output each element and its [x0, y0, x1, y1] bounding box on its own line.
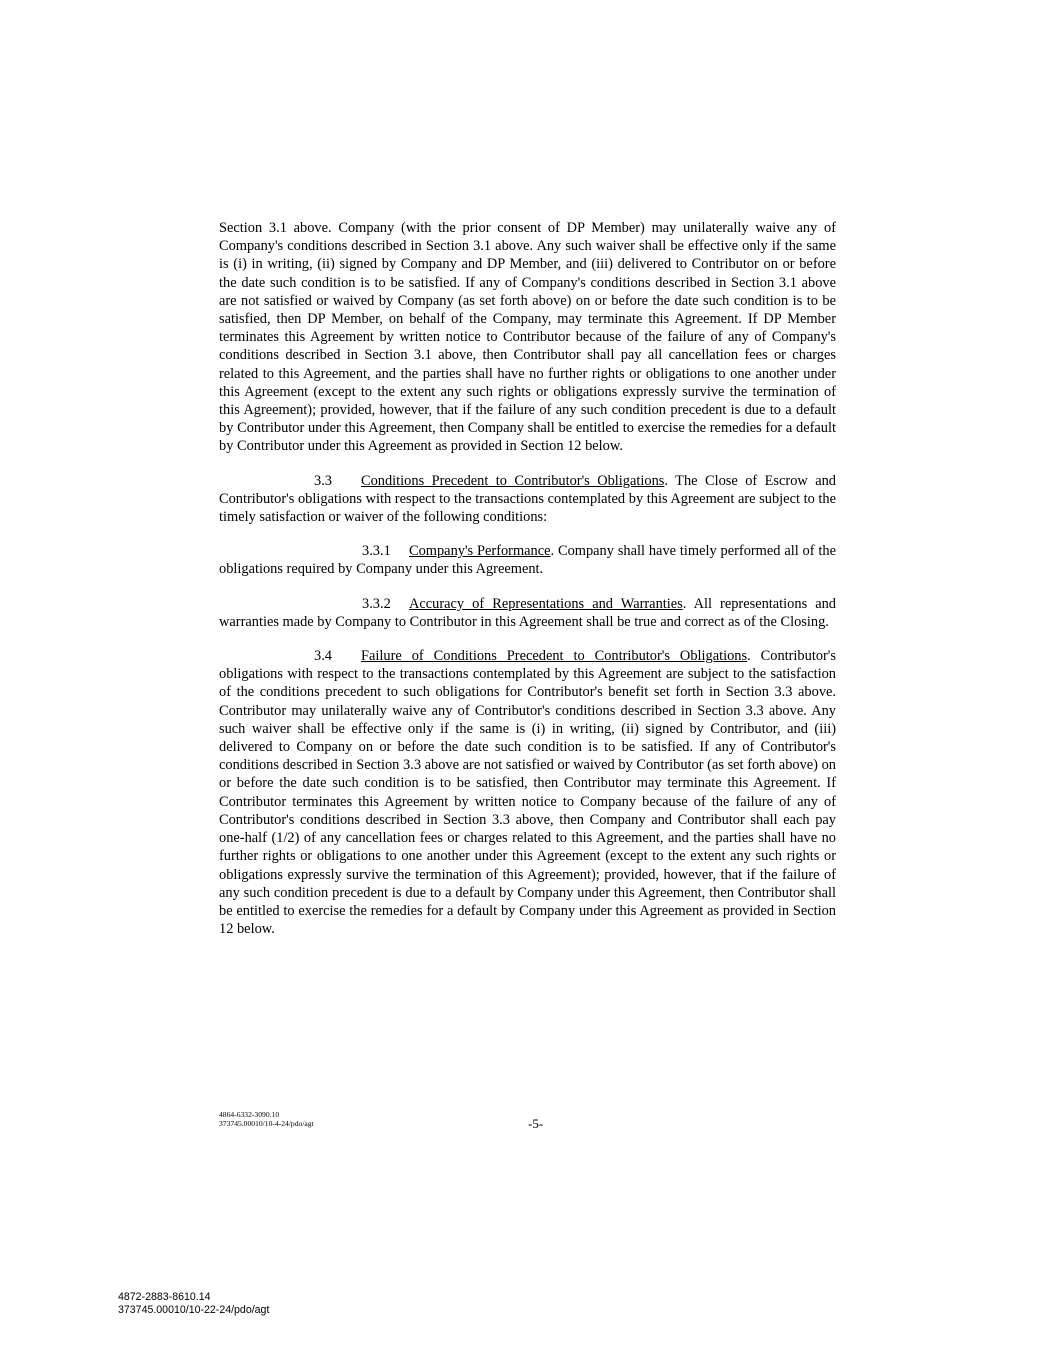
paragraph-section-3-3-1 [219, 542, 836, 578]
footer-doc-id: 4864-6332-3090.10 [219, 1110, 280, 1119]
footer-matter: 373745.00010/10-4-24/pdo/agt [219, 1119, 314, 1128]
section-heading: Conditions Precedent to Contributor's Obligations [361, 472, 665, 489]
section-heading: Failure of Conditions Precedent to Contributor's Obligations [361, 648, 748, 665]
paragraph-section-3-3 [219, 472, 836, 527]
section-text: . All representations and warranties made by Company to Contributor in this Agreement shall be true and correct as of the Closing. [219, 595, 837, 630]
document-stamp [118, 1291, 269, 1316]
stamp-doc-id: 4872-2883-8610.14 [118, 1291, 211, 1303]
section-heading: Company's Performance [409, 543, 551, 560]
section-heading: Accuracy of Representations and Warranties [409, 595, 683, 612]
section-number: 3.3 [314, 472, 332, 489]
paragraph-section-3-2-continued: Section 3.1 above. Company (with the prior consent of DP Member) may unilaterally waive any of Company's conditions described in Section 3.1 above. Any such waiver shall be effective only if the same is (i) in writing, (ii) signed by Company and DP Member, and (iii) delivered to Contributor on or before the date such condition is to be satisfied. If any of Company's conditions described in Section 3.1 above are not satisfied or waived by Company (as set forth above) on or before the date such condition is to be satisfied, then DP Member, on behalf of the Company, may terminate this Agreement. If DP Member terminates this Agreement by written notice to Contributor because of the failure of any of Company's conditions described in Section 3.1 above, then Contributor shall pay all cancellation fees or charges related to this Agreement, and the parties shall have no further rights or obligations to one another under this Agreement (except to the extent any such rights or obligations expressly survive the termination of this Agreement); provided, however, that if the failure of any such condition precedent is due to a default by Contributor under this Agreement, then Company shall be entitled to exercise the remedies for a default by Contributor under this Agreement as provided in Section 12 below. [219, 220, 836, 455]
section-text: . Company shall have timely performed all of the obligations required by Company under this Agreement. [219, 543, 836, 578]
section-text: . Contributor's obligations with respect to the transactions contemplated by this Agreement are subject to the satisfaction of the conditions precedent to such obligations for Contributor's benefit set forth in Section 3.3 above. Contributor may unilaterally waive any of Contributor's conditions described in Section 3.3 above. Any such waiver shall be effective only if the same is (i) in writing, (ii) signed by Contributor, and (iii) delivered to Company on or before the date such condition is to be satisfied. If any of Contributor's conditions described in Section 3.3 above are not satisfied or waived by Contributor (as set forth above) on or before the date such condition is to be satisfied, then Contributor may terminate this Agreement. If Contributor terminates this Agreement by written notice to Company because of the failure of any of Contributor's conditions described in Section 3.3 above, then Company and Contributor shall each pay one-half (1/2) of any cancellation fees or charges related to this Agreement, and the parties shall have no further rights or obligations to one another under this Agreement (except to the extent any such rights or obligations expressly survive the termination of this Agreement); provided, however, that if the failure of any such condition precedent is due to a default by Company under this Agreement, then Contributor shall be entitled to exercise the remedies for a default by Company under this Agreement as provided in Section 12 below. [219, 648, 836, 938]
section-number: 3.4 [314, 648, 332, 665]
paragraph-section-3-3-2 [219, 595, 836, 631]
paragraph-section-3-4 [219, 647, 836, 938]
footer-document-code [219, 1110, 314, 1128]
section-number: 3.3.2 [362, 595, 391, 612]
page-number: -5- [528, 1116, 544, 1131]
section-number: 3.3.1 [362, 543, 391, 560]
stamp-matter: 373745.00010/10-22-24/pdo/agt [118, 1303, 270, 1316]
document-body [219, 219, 836, 938]
section-text: . The Close of Escrow and Contributor's obligations with respect to the transactions contemplated by this Agreement are subject to the timely satisfaction or waiver of the following conditions: [219, 472, 836, 526]
